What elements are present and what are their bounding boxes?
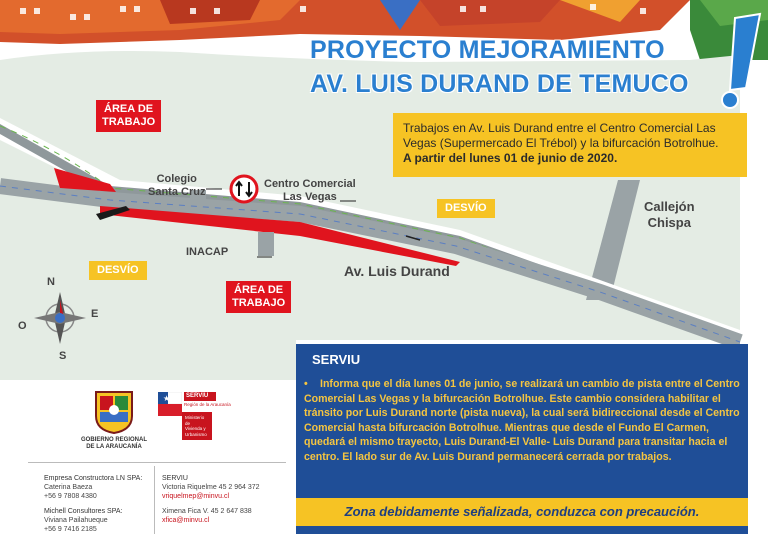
contact-consultores-phone: +56 9 7416 2185 xyxy=(44,526,97,533)
compass-south-label: S xyxy=(59,350,67,362)
svg-text:★: ★ xyxy=(163,394,171,403)
centro-comercial-line-1: Centro Comercial xyxy=(264,178,356,190)
page-title-line-2: AV. LUIS DURAND DE TEMUCO xyxy=(310,70,689,98)
work-area-top-line-1: ÁREA DE xyxy=(104,103,154,115)
ministerio-line-1: Ministerio de xyxy=(185,415,205,426)
contact-constructora-phone: +56 9 7808 4380 xyxy=(44,493,97,500)
ministerio-line-3: Urbanismo xyxy=(185,431,207,437)
contact-serviu-line-1: Victoria Riquelme 45 2 964 372 xyxy=(162,484,260,491)
work-area-label-bottom xyxy=(226,281,291,313)
contact-divider-horizontal xyxy=(28,462,286,463)
gore-caption-line-2: DE LA ARAUCANÍA xyxy=(86,444,142,450)
gore-caption xyxy=(78,437,150,451)
work-area-bottom-line-2: TRABAJO xyxy=(232,297,286,309)
centro-comercial-line-2: Las Vegas xyxy=(282,191,337,203)
safety-notice-banner: Zona debidamente señalizada, conduzca con precaución. xyxy=(296,498,748,526)
inacap-label: INACAP xyxy=(186,246,229,258)
serviu-logo xyxy=(158,392,231,448)
contact-constructora-title: Empresa Constructora LN SPA: xyxy=(44,475,143,482)
ministerio-line-2: Vivienda y xyxy=(185,426,206,431)
colegio-label xyxy=(148,173,205,199)
work-area-top-line-2: TRABAJO xyxy=(102,116,156,128)
compass-east-label: E xyxy=(91,308,99,320)
compass-west-label: O xyxy=(18,320,27,332)
colegio-line-2: Santa Cruz xyxy=(148,186,206,198)
gore-caption-line-1: GOBIERNO REGIONAL xyxy=(80,437,147,443)
work-area-bottom-line-1: ÁREA DE xyxy=(234,284,284,296)
page-title-line-1: PROYECTO MEJORAMIENTO xyxy=(310,36,665,64)
avenue-label: Av. Luis Durand xyxy=(344,263,450,279)
colegio-line-1: Colegio xyxy=(156,173,197,185)
bullet-icon: • xyxy=(304,378,308,390)
callejon-chispa-label xyxy=(644,199,695,231)
contact-serviu-mail-1[interactable]: vriquelmep@minvu.cl xyxy=(162,493,230,500)
centro-comercial-label xyxy=(264,178,356,204)
chile-flag-icon xyxy=(158,392,182,416)
gobierno-regional-logo xyxy=(94,390,134,434)
contact-constructora xyxy=(44,474,142,501)
contact-serviu-title: SERVIU xyxy=(162,475,188,482)
serviu-panel-title: SERVIU xyxy=(312,352,361,367)
works-info-text: Trabajos en Av. Luis Durand entre el Centro Comercial Las Vegas (Supermercado El Trébol) y la bifurcación Botrolhue. xyxy=(403,121,719,150)
serviu-subtitle: Región de la Araucanía xyxy=(184,402,231,407)
callejon-line-2: Chispa xyxy=(647,215,691,230)
contact-divider-vertical xyxy=(154,466,155,534)
contact-consultores-name: Viviana Pailahueque xyxy=(44,517,108,524)
ministerio-box xyxy=(182,412,212,440)
works-info-box xyxy=(393,113,747,177)
detour-label-right: DESVÍO xyxy=(437,199,495,218)
work-area-label-top xyxy=(96,100,161,132)
detour-label-left: DESVÍO xyxy=(89,261,147,280)
contact-constructora-name: Caterina Baeza xyxy=(44,484,93,491)
contact-serviu-mail-2[interactable]: xfica@minvu.cl xyxy=(162,517,210,524)
two-way-traffic-sign xyxy=(231,176,257,202)
contact-consultores xyxy=(44,507,122,534)
callejon-line-1: Callejón xyxy=(644,199,695,214)
works-start-date: A partir del lunes 01 de junio de 2020. xyxy=(403,151,618,165)
compass-north-label: N xyxy=(47,276,55,288)
contact-consultores-title: Michell Consultores SPA: xyxy=(44,508,123,515)
contact-serviu xyxy=(162,474,260,525)
serviu-notice-text: Informa que el día lunes 01 de junio, se realizará un cambio de pista entre el Centro Comercial Las Vegas y la bifurcación Botrolhue. Este cambio considera habilitar el tránsito por Luis Durand norte (pista nueva), la cual será bidireccional desde el Centro Comercial hasta bifurcación Botrolhue. Mientras que desde el Fundo El Carmen, quedará el mismo trayecto, Luis Durand-El Valle- Luis Durand para transitar hacia el centro. El lado sur de Av. Luis Durand permanecerá cerrada por trabajos. xyxy=(304,378,740,463)
serviu-tag: SERVIU xyxy=(184,392,216,401)
serviu-notice-body xyxy=(304,377,740,465)
contact-serviu-line-2: Ximena Fica V. 45 2 647 838 xyxy=(162,508,252,515)
